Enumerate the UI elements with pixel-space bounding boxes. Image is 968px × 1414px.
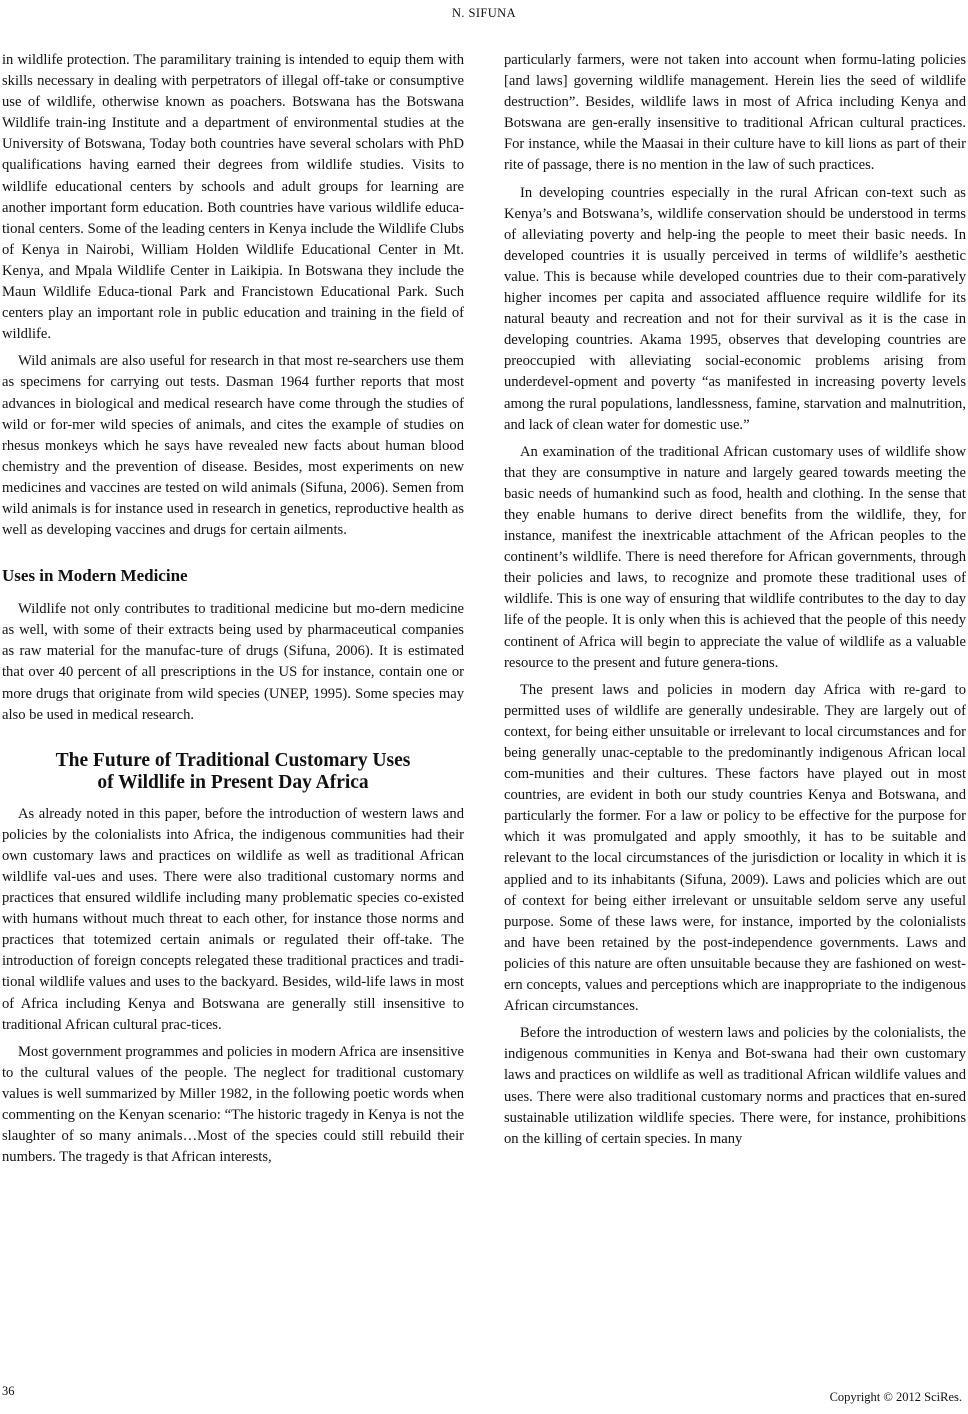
paragraph: In developing countries especially in the rural African con-text such as Kenya’s and Botswana’s, wildlife conservation should be understood in terms of alleviating poverty and help-ing the people to meet their basic needs. In developed countries it is usually perceived in terms of wildlife’s aesthetic value. This is because while developed countries due to their com-paratively higher incomes per capita and associated affluence require wildlife for its natural beauty and recreation and not for their survival as it is the case in developing countries. Akama 1995, observes that developing countries are preoccupied with alleviating social-economic problems arising from underdevel-opment and poverty “as manifested in increasing poverty levels among the rural populations, landlessness, famine, starvation and malnutrition, and lack of clean water for domestic use.”	[504, 184, 966, 433]
left-column	[2, 50, 464, 1174]
paragraph: Wild animals are also useful for research in that most re-searchers use them as specimens for carrying out tests. Dasman 1964 further reports that most advances in biological and medical research have come through the studies of wild or for-mer wild species of animals, and cites the example of studies on rhesus monkeys which he says have revealed new facts about human blood chemistry and the prevention of disease. Besides, most experiments on new medicines and vaccines are tested on wild animals (Sifuna, 2006). Semen from wild animals is for instance used in research in genetics, reproductive health as well as developing vaccines and drugs for certain ailments.	[2, 353, 464, 539]
paragraph: particularly farmers, were not taken into account when formu-lating policies [and laws] governing wildlife management. Herein lies the seed of wildlife destruction”. Besides, wildlife laws in most of Africa including Kenya and Botswana are gen-erally insensitive to traditional African cultural practices. For instance, while the Maasai in their culture have to kill lions as part of their rite of passage, there is no mention in the law of such practices.	[504, 52, 966, 174]
paragraph: The present laws and policies in modern day Africa with re-gard to permitted uses of wildlife are generally undesirable. They are largely out of context, for being either unsuitable or irrelevant to local circumstances and for being generally unac-ceptable to the predominantly indigenous African local com-munities and their cultures. These factors have played out in most countries, are evident in both our study countries Kenya and Botswana, and particularly the former. For a law or policy to be effective for the purpose for which it was promulgated and apply smoothly, it has to be suitable and relevant to the local circumstances of the jurisdiction or locality in which it is applied and to its inhabitants (Sifuna, 2009). Laws and policies which are out of context for being either irrelevant or unsuitable seldom serve any useful purpose. Some of these laws were, for instance, imported by the colonialists and have been retained by the post-independence governments. Laws and policies of this nature are often unsuitable because they are fashioned on west-ern concepts, values and perceptions which are inappropriate to the indigenous African circumstances.	[504, 681, 966, 1015]
running-head: N. SIFUNA	[451, 6, 517, 20]
section-heading	[2, 750, 464, 794]
paragraph: Wildlife not only contributes to traditional medicine but mo-dern medicine as well, with some of their extracts being used by pharmaceutical companies as raw material for the manufac-ture of drugs (Sifuna, 2006). It is estimated that over 40 percent of all prescriptions in the US for instance, contain one or more drugs that originate from wild species (UNEP, 1995). Some species may also be used in medical research.	[2, 601, 464, 723]
paragraph: Before the introduction of western laws and policies by the colonialists, the indigenous communities in Kenya and Bot-swana had their own customary laws and practices on wildlife as well as traditional African wildlife values and uses. There were also traditional customary norms and practices that en-sured sustainable utilization wildlife species. There were, for instance, prohibitions on the killing of certain species. In many	[504, 1025, 966, 1147]
copyright-notice: Copyright © 2012 SciRes.	[829, 1390, 962, 1404]
section-heading-line-2: of Wildlife in Present Day Africa	[97, 771, 369, 793]
paragraph: As already noted in this paper, before the introduction of western laws and policies by the colonialists into Africa, the indigenous communities had their own customary laws and practices on wildlife as well as traditional African wildlife val-ues and uses. There were also traditional customary norms and practices that ensured wildlife including many problematic species co-existed with humans without much threat to each other, for instance those norms and practices that totemized certain animals or regulated their off-take. The introduction of foreign concepts relegated these traditional practices and tradi-tional wildlife values and uses to the backyard. Besides, wild-life laws in most of Africa including Kenya and Botswana are generally still insensitive to traditional African cultural prac-tices.	[2, 805, 464, 1033]
subsection-heading: Uses in Modern Medicine	[2, 566, 188, 586]
paragraph: Most government programmes and policies in modern Africa are insensitive to the cultural values of the people. The neglect for traditional customary values is well summarized by Miller 1982, in the following poetic words when commenting on the Kenyan scenario: “The historic tragedy in Kenya is not the slaughter of so many animals…Most of the species could still rebuild their numbers. The tragedy is that African interests,	[2, 1043, 464, 1166]
section-heading-line-1: The Future of Traditional Customary Uses	[55, 749, 411, 771]
page-number: 36	[2, 1384, 15, 1398]
paragraph: An examination of the traditional African customary uses of wildlife show that they are consumptive in nature and largely geared towards meeting the basic needs of humankind such as food, health and clothing. In the sense that they enable humans to derive direct benefits from the wildlife, they, for instance, manifest the inextricable attachment of the African peoples to the continent’s wildlife. There is need therefore for African governments, through their policies and laws, to recognize and promote these traditional uses of wildlife. This is one way of ensuring that wildlife contributes to the day to day life of the people. It is only when this is achieved that the people of this needy continent of Africa will begin to appreciate the value of wildlife as a valuable resource to the present and future genera-tions.	[504, 443, 966, 671]
paragraph: in wildlife protection. The paramilitary training is intended to equip them with skills necessary in dealing with perpetrators of illegal off-take or consumptive use of wildlife, otherwise known as poachers. Botswana has the Botswana Wildlife train-ing Institute and a department of environmental studies at the University of Botswana, Today both countries have several scholars with PhD qualifications having earned their degrees from wildlife studies. Visits to wildlife educational centers by schools and adult groups for learning are another important form education. Both countries have various wildlife educa-tional centers. Some of the leading centers in Kenya include the Wildlife Clubs of Kenya in Nairobi, William Holden Wildlife Educational Center in Mt. Kenya, and Mpala Wildlife Center in Laikipia. In Botswana they include the Maun Wildlife Educa-tional Park and Francistown Educational Park. Such centers play an important role in public education and training in the field of wildlife.	[2, 52, 464, 343]
right-column	[504, 50, 966, 1156]
